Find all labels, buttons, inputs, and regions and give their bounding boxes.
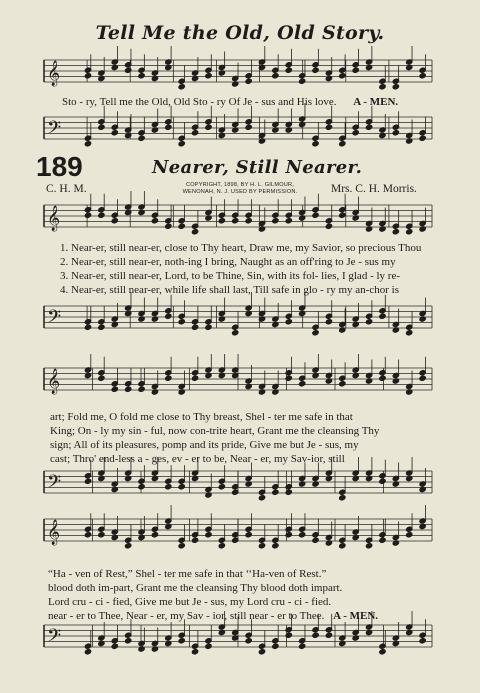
verse-line: “Ha - ven of Rest,” Shel - ter me safe in that ‘‘Ha-ven of Rest.” bbox=[48, 568, 327, 580]
clef-symbol: 𝄢 bbox=[47, 307, 62, 332]
note-head bbox=[165, 124, 172, 130]
verse-line: 4. Near-er, still near-er, while life shall last, Till safe in glo - ry my an-chor is bbox=[60, 284, 399, 296]
verse-line: Lord cru - ci - fied, Give me but Je - sus, my Lord cru - ci - fied. bbox=[48, 596, 332, 608]
note-head bbox=[218, 543, 225, 549]
note-head bbox=[258, 649, 265, 655]
verse-line: King; On - ly my sin - ful, now con-trite heart, Grant me the cleansing Thy bbox=[50, 425, 380, 437]
note-head bbox=[299, 532, 306, 538]
note-head bbox=[111, 643, 118, 649]
verse-line: blood doth im-part, Grant me the cleansing Thy blood doth impart. bbox=[48, 582, 343, 594]
note-head bbox=[125, 67, 132, 73]
hymn-number: 189 bbox=[36, 151, 83, 182]
note-head bbox=[178, 223, 185, 229]
note-head bbox=[192, 375, 199, 381]
note-head bbox=[245, 124, 252, 130]
note-head bbox=[178, 141, 185, 147]
hymn-title: Nearer, Still Nearer. bbox=[152, 157, 363, 178]
note-head bbox=[312, 141, 319, 147]
note-head bbox=[272, 218, 279, 224]
note-head bbox=[419, 73, 426, 79]
note-head bbox=[325, 632, 332, 638]
note-head bbox=[379, 478, 386, 484]
note-head bbox=[325, 124, 332, 130]
note-head bbox=[312, 212, 319, 218]
note-head bbox=[84, 532, 91, 538]
note-head bbox=[178, 638, 185, 644]
note-head bbox=[339, 495, 346, 501]
note-head bbox=[312, 67, 319, 73]
note-head bbox=[406, 229, 413, 235]
note-head bbox=[138, 484, 145, 490]
note-head bbox=[299, 381, 306, 387]
note-head bbox=[151, 532, 158, 538]
note-head bbox=[165, 484, 172, 490]
note-head bbox=[192, 649, 199, 655]
note-head bbox=[98, 375, 105, 381]
note-head bbox=[178, 484, 185, 490]
note-head bbox=[165, 313, 172, 319]
note-head bbox=[84, 478, 91, 484]
note-head bbox=[84, 141, 91, 147]
note-head bbox=[232, 218, 239, 224]
note-head bbox=[419, 135, 426, 141]
note-head bbox=[125, 638, 132, 644]
note-head bbox=[205, 124, 212, 130]
note-head bbox=[125, 543, 132, 549]
clef-symbol: 𝄢 bbox=[47, 118, 62, 143]
hymn-author: Mrs. C. H. Morris. bbox=[331, 183, 417, 195]
note-head bbox=[111, 218, 118, 224]
verse-line: cast; Thro' end-less a - ges, ev - er to be, Near - er, my Sav-ior, still bbox=[50, 453, 345, 465]
note-head bbox=[406, 532, 413, 538]
note-head bbox=[339, 141, 346, 147]
note-head bbox=[205, 643, 212, 649]
note-head bbox=[392, 229, 399, 235]
note-head bbox=[339, 73, 346, 79]
note-head bbox=[84, 73, 91, 79]
note-head bbox=[312, 632, 319, 638]
note-head bbox=[379, 84, 386, 90]
verse-line: 1. Near-er, still near-er, close to Thy heart, Draw me, my Savior, so precious Thou bbox=[60, 242, 422, 254]
copyright-notice bbox=[170, 182, 310, 196]
note-head bbox=[379, 537, 386, 543]
note-head bbox=[192, 537, 199, 543]
note-head bbox=[285, 319, 292, 325]
note-head bbox=[272, 489, 279, 495]
note-head bbox=[84, 324, 91, 330]
hymn-meter: C. H. M. bbox=[46, 183, 87, 195]
note-head bbox=[192, 324, 199, 330]
note-head bbox=[392, 84, 399, 90]
note-head bbox=[98, 212, 105, 218]
verse-line: sign; All of its pleasures, pomp and its pride, Give me but Je - sus, my bbox=[50, 439, 359, 451]
verse-line: 2. Near-er, still near-er, noth-ing I bring, Naught as an off'ring to Je - sus my bbox=[60, 256, 396, 268]
note-head bbox=[205, 532, 212, 538]
note-head bbox=[272, 73, 279, 79]
note-head bbox=[352, 130, 359, 136]
note-head bbox=[165, 375, 172, 381]
note-head bbox=[379, 313, 386, 319]
hymn-amen: A - MEN. bbox=[333, 610, 379, 622]
note-head bbox=[232, 489, 239, 495]
note-head bbox=[299, 643, 306, 649]
note-head bbox=[419, 375, 426, 381]
note-head bbox=[205, 73, 212, 79]
note-head bbox=[205, 324, 212, 330]
note-head bbox=[285, 67, 292, 73]
note-head bbox=[245, 638, 252, 644]
verse-line: 3. Near-er, still near-er, Lord, to be Thine, Sin, with its fol- lies, I glad - ly re- bbox=[60, 270, 400, 282]
previous-hymn-amen: A - MEN. bbox=[353, 96, 399, 108]
note-head bbox=[312, 537, 319, 543]
note-head bbox=[379, 375, 386, 381]
note-head bbox=[178, 319, 185, 325]
note-head bbox=[339, 212, 346, 218]
note-head bbox=[98, 124, 105, 130]
clef-symbol: 𝄞 bbox=[47, 369, 61, 394]
note-head bbox=[138, 386, 145, 392]
verse-line-text: near - er to Thee, Near - er, my Sav - ior, still near - er to Thee. bbox=[48, 610, 325, 622]
note-head bbox=[125, 386, 132, 392]
previous-hymn-title: Tell Me the Old, Old Story. bbox=[95, 22, 385, 44]
note-head bbox=[245, 218, 252, 224]
previous-hymn-lyric: Sto - ry, Tell me the Old, Old Sto - ry Of Je - sus and His love. bbox=[62, 96, 337, 108]
note-head bbox=[299, 78, 306, 84]
note-head bbox=[245, 532, 252, 538]
note-head bbox=[138, 73, 145, 79]
note-head bbox=[98, 532, 105, 538]
note-head bbox=[151, 218, 158, 224]
note-head bbox=[419, 638, 426, 644]
note-head bbox=[312, 330, 319, 336]
note-head bbox=[232, 537, 239, 543]
note-head bbox=[84, 649, 91, 655]
note-head bbox=[366, 124, 373, 130]
previous-hymn-lyric-line bbox=[62, 96, 398, 109]
note-head bbox=[339, 543, 346, 549]
note-head bbox=[339, 381, 346, 387]
note-head bbox=[379, 649, 386, 655]
note-head bbox=[165, 223, 172, 229]
note-head bbox=[178, 543, 185, 549]
note-head bbox=[98, 324, 105, 330]
note-head bbox=[138, 135, 145, 141]
clef-symbol: 𝄞 bbox=[47, 61, 61, 86]
verse-line bbox=[48, 610, 378, 623]
note-head bbox=[111, 130, 118, 136]
note-head bbox=[392, 130, 399, 136]
note-head bbox=[111, 386, 118, 392]
note-head bbox=[366, 319, 373, 325]
note-head bbox=[245, 78, 252, 84]
note-head bbox=[352, 67, 359, 73]
note-head bbox=[84, 212, 91, 218]
copyright-line-1: COPYRIGHT, 1898, BY H. L. GILMOUR, bbox=[185, 182, 295, 188]
note-head bbox=[178, 84, 185, 90]
copyright-line-2: WENONAH, N. J. USED BY PERMISSION. bbox=[182, 189, 298, 195]
note-head bbox=[218, 218, 225, 224]
note-head bbox=[218, 484, 225, 490]
verse-line: art; Fold me, O fold me close to Thy breast, Shel - ter me safe in that bbox=[50, 411, 353, 423]
note-head bbox=[325, 223, 332, 229]
note-head bbox=[366, 543, 373, 549]
note-head bbox=[406, 330, 413, 336]
clef-symbol: 𝄢 bbox=[47, 472, 62, 497]
note-head bbox=[272, 643, 279, 649]
clef-symbol: 𝄞 bbox=[47, 520, 61, 545]
note-head bbox=[232, 330, 239, 336]
note-head bbox=[285, 218, 292, 224]
clef-symbol: 𝄞 bbox=[47, 206, 61, 231]
note-head bbox=[258, 543, 265, 549]
note-head bbox=[258, 495, 265, 501]
clef-symbol: 𝄢 bbox=[47, 626, 62, 651]
note-head bbox=[272, 543, 279, 549]
note-head bbox=[192, 130, 199, 136]
note-head bbox=[325, 319, 332, 325]
note-head bbox=[192, 229, 199, 235]
